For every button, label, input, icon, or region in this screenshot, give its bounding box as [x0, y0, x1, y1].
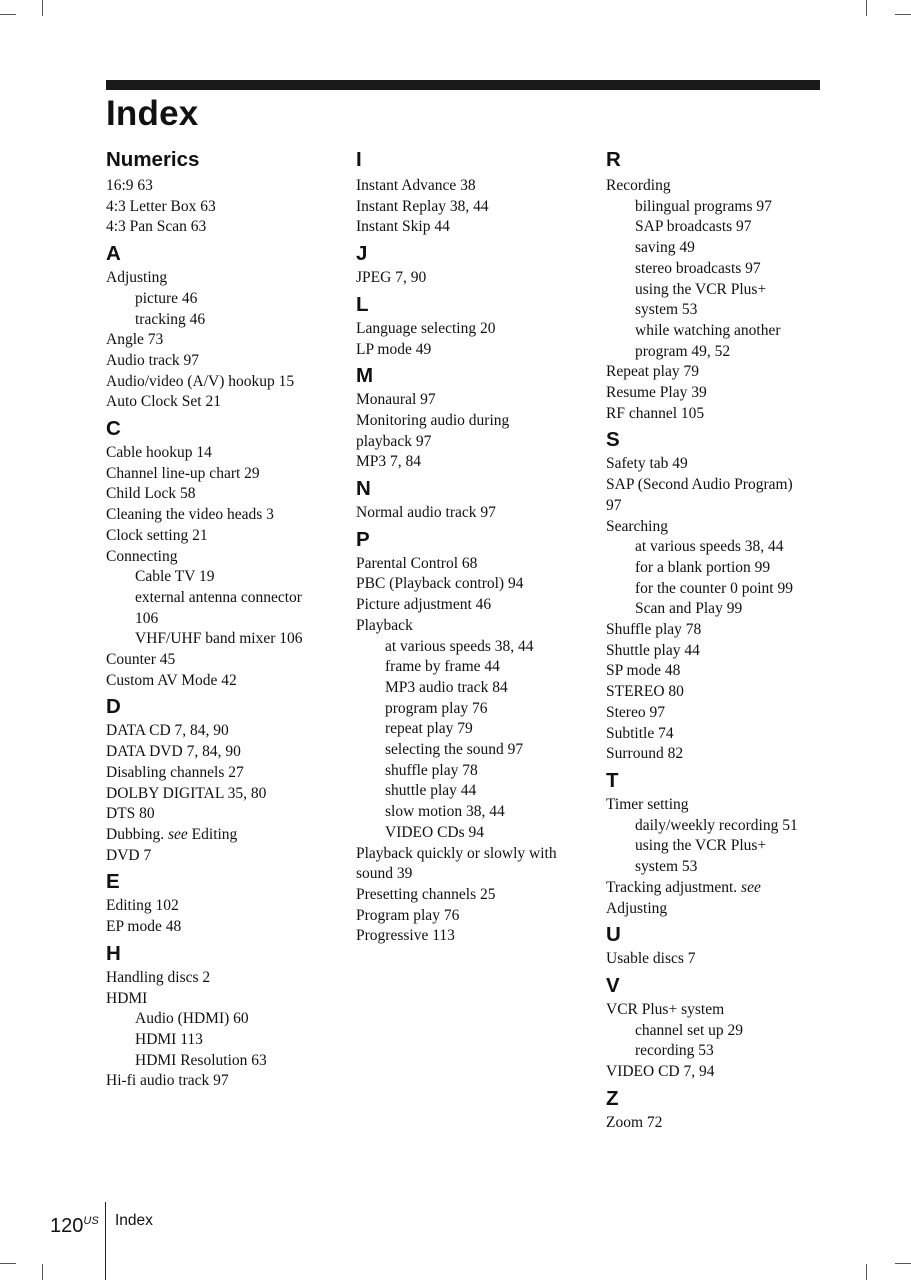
entry-text: Monitoring audio during — [356, 411, 510, 429]
entry-text: Counter 45 — [106, 651, 176, 669]
see-reference: see — [168, 825, 188, 843]
entry-text: system 53 — [635, 301, 698, 319]
index-section — [106, 691, 341, 866]
section-letter: E — [106, 870, 120, 894]
index-entry — [356, 176, 591, 197]
index-subentry — [606, 1021, 841, 1042]
entry-text: Stereo 97 — [606, 703, 665, 721]
entry-text: for the counter 0 point 99 — [635, 579, 793, 597]
crop-mark — [866, 0, 867, 16]
index-subentry — [106, 629, 341, 650]
index-entry — [106, 392, 341, 413]
entry-text: tracking 46 — [135, 310, 206, 328]
index-section — [356, 146, 591, 238]
index-section — [606, 970, 841, 1083]
entry-text: Clock setting 21 — [106, 526, 208, 544]
entry-text: VIDEO CDs 94 — [385, 823, 485, 841]
index-entry — [606, 496, 841, 517]
entry-text: at various speeds 38, 44 — [635, 538, 784, 556]
index-entry — [356, 340, 591, 361]
entry-text: MP3 audio track 84 — [385, 678, 508, 696]
entry-text: MP3 7, 84 — [356, 453, 422, 471]
index-subentry — [356, 637, 591, 658]
entry-text: playback 97 — [356, 432, 432, 450]
see-reference: see — [741, 878, 761, 896]
index-entry — [356, 319, 591, 340]
entry-text: DATA DVD 7, 84, 90 — [106, 743, 241, 761]
index-subentry — [106, 609, 341, 630]
entry-text: recording 53 — [635, 1042, 714, 1060]
entry-text: shuffle play 78 — [385, 761, 478, 779]
entry-text: DVD 7 — [106, 846, 152, 864]
index-subentry — [606, 321, 841, 342]
footer-label: Index — [115, 1212, 153, 1229]
index-entry — [106, 505, 341, 526]
entry-text: Handling discs 2 — [106, 968, 211, 986]
index-entry — [606, 795, 841, 816]
page-title: Index — [106, 94, 199, 133]
index-subentry — [606, 300, 841, 321]
index-entry — [356, 864, 591, 885]
section-letter: D — [106, 695, 121, 719]
entry-text: Instant Replay 38, 44 — [356, 197, 489, 215]
see-target: Editing — [187, 825, 238, 843]
index-entry — [606, 1113, 841, 1134]
entry-text: JPEG 7, 90 — [356, 269, 427, 287]
section-letter: J — [356, 242, 368, 266]
section-letter: T — [606, 768, 619, 792]
index-entry — [106, 825, 341, 846]
crop-mark — [895, 1263, 911, 1264]
index-subentry — [106, 588, 341, 609]
index-subentry — [106, 310, 341, 331]
index-entry — [106, 650, 341, 671]
index-entry — [356, 844, 591, 865]
entry-text: Disabling channels 27 — [106, 763, 244, 781]
index-entry — [606, 1000, 841, 1021]
index-subentry — [106, 1030, 341, 1051]
entry-text: Custom AV Mode 42 — [106, 671, 237, 689]
section-letter: N — [356, 477, 371, 501]
index-section — [106, 238, 341, 413]
index-section — [606, 919, 841, 970]
index-section — [606, 146, 841, 424]
entry-text: Monaural 97 — [356, 391, 436, 409]
entry-text: DTS 80 — [106, 805, 155, 823]
section-letter: V — [606, 973, 620, 997]
entry-text: EP mode 48 — [106, 918, 182, 936]
entry-text: bilingual programs 97 — [635, 197, 772, 215]
entry-text: LP mode 49 — [356, 340, 432, 358]
section-letter: Numerics — [106, 148, 200, 171]
entry-text: Parental Control 68 — [356, 554, 478, 572]
crop-mark — [0, 1263, 16, 1264]
entry-text: Zoom 72 — [606, 1113, 663, 1131]
index-subentry — [356, 823, 591, 844]
entry-text: frame by frame 44 — [385, 658, 500, 676]
index-entry — [106, 372, 341, 393]
entry-text: Cleaning the video heads 3 — [106, 506, 274, 524]
index-subentry — [606, 579, 841, 600]
entry-text: DATA CD 7, 84, 90 — [106, 722, 229, 740]
entry-text: daily/weekly recording 51 — [635, 816, 798, 834]
entry-text: Repeat play 79 — [606, 363, 699, 381]
index-entry — [606, 475, 841, 496]
entry-text: Timer setting — [606, 795, 689, 813]
section-letter: Z — [606, 1086, 619, 1110]
index-subentry — [356, 699, 591, 720]
index-entry — [106, 526, 341, 547]
entry-text: 16:9 63 — [106, 177, 153, 194]
entry-text: repeat play 79 — [385, 720, 473, 738]
crop-mark — [42, 1264, 43, 1280]
entry-text: Channel line-up chart 29 — [106, 464, 260, 482]
entry-text: Child Lock 58 — [106, 485, 196, 503]
crop-mark — [866, 1264, 867, 1280]
index-section — [606, 424, 841, 765]
index-column-2 — [356, 146, 591, 947]
index-entry — [356, 452, 591, 473]
index-section — [356, 524, 591, 947]
index-entry — [606, 661, 841, 682]
page-number-value: 120 — [50, 1215, 84, 1237]
entry-text: Searching — [606, 517, 668, 535]
index-entry — [106, 846, 341, 867]
entry-text: HDMI 113 — [135, 1030, 203, 1048]
index-entry — [106, 330, 341, 351]
section-letter: I — [356, 148, 362, 171]
index-entry — [606, 362, 841, 383]
index-subentry — [606, 537, 841, 558]
index-entry — [356, 595, 591, 616]
index-entry — [606, 878, 841, 899]
index-entry — [106, 742, 341, 763]
index-subentry — [106, 567, 341, 588]
index-section — [606, 765, 841, 919]
index-entry — [106, 804, 341, 825]
index-entry — [356, 411, 591, 432]
entry-text: sound 39 — [356, 865, 413, 883]
entry-text: RF channel 105 — [606, 404, 705, 422]
entry-text: HDMI Resolution 63 — [135, 1051, 267, 1069]
index-entry — [606, 703, 841, 724]
section-letter: S — [606, 428, 620, 452]
section-letter: U — [606, 923, 621, 947]
index-entry — [606, 682, 841, 703]
entry-text: SAP (Second Audio Program) — [606, 476, 793, 494]
section-letter: M — [356, 364, 374, 388]
entry-text: stereo broadcasts 97 — [635, 259, 761, 277]
index-entry — [106, 217, 341, 238]
index-entry — [106, 484, 341, 505]
entry-text: Surround 82 — [606, 745, 684, 763]
entry-text: Shuffle play 78 — [606, 621, 702, 639]
index-column-3 — [606, 146, 841, 1133]
index-section — [356, 289, 591, 360]
entry-text: external antenna connector — [135, 588, 302, 606]
index-section — [106, 866, 341, 937]
index-entry — [106, 721, 341, 742]
footer-divider — [105, 1202, 106, 1280]
index-subentry — [606, 197, 841, 218]
entry-text: Progressive 113 — [356, 927, 455, 945]
entry-text: Audio/video (A/V) hookup 15 — [106, 372, 295, 390]
entry-text: Audio track 97 — [106, 351, 199, 369]
index-section — [106, 413, 341, 691]
index-entry — [356, 574, 591, 595]
crop-mark — [42, 0, 43, 16]
index-entry — [606, 517, 841, 538]
index-entry — [606, 949, 841, 970]
entry-text: SAP broadcasts 97 — [635, 218, 752, 236]
index-subentry — [106, 289, 341, 310]
entry-text: DOLBY DIGITAL 35, 80 — [106, 784, 267, 802]
section-letter: P — [356, 527, 370, 551]
index-section — [356, 360, 591, 473]
section-letter: A — [106, 242, 121, 266]
index-entry — [356, 616, 591, 637]
index-entry — [106, 1071, 341, 1092]
index-entry — [606, 404, 841, 425]
index-entry — [106, 917, 341, 938]
entry-text: Instant Skip 44 — [356, 218, 450, 236]
index-entry — [356, 906, 591, 927]
index-entry — [356, 217, 591, 238]
entry-text: Adjusting — [106, 269, 168, 287]
entry-text: STEREO 80 — [606, 683, 684, 701]
index-entry — [606, 641, 841, 662]
index-entry — [356, 390, 591, 411]
index-section — [106, 938, 341, 1092]
entry-text: Playback quickly or slowly with — [356, 844, 557, 862]
entry-text: VHF/UHF band mixer 106 — [135, 630, 303, 648]
index-subentry — [606, 238, 841, 259]
index-entry — [106, 896, 341, 917]
entry-text: Picture adjustment 46 — [356, 596, 492, 614]
index-entry — [606, 899, 841, 920]
index-subentry — [356, 761, 591, 782]
index-subentry — [106, 1051, 341, 1072]
index-entry — [606, 383, 841, 404]
section-letter: C — [106, 417, 121, 441]
index-section — [106, 146, 341, 238]
entry-text: PBC (Playback control) 94 — [356, 575, 524, 593]
entry-text: Tracking adjustment. — [606, 878, 742, 896]
entry-text: Scan and Play 99 — [635, 600, 743, 618]
entry-text: shuttle play 44 — [385, 782, 477, 800]
entry-text: Language selecting 20 — [356, 319, 496, 337]
index-subentry — [356, 657, 591, 678]
entry-text: 106 — [135, 609, 159, 627]
index-entry — [356, 432, 591, 453]
entry-text: SP mode 48 — [606, 662, 681, 680]
index-subentry — [356, 802, 591, 823]
index-section — [356, 473, 591, 524]
index-entry — [106, 671, 341, 692]
index-subentry — [606, 217, 841, 238]
entry-text: Cable hookup 14 — [106, 444, 212, 462]
entry-text: program 49, 52 — [635, 342, 731, 360]
entry-text: for a blank portion 99 — [635, 558, 771, 576]
index-entry — [106, 268, 341, 289]
index-entry — [356, 503, 591, 524]
index-entry — [106, 547, 341, 568]
page-number — [50, 1208, 99, 1239]
entry-text: HDMI — [106, 989, 148, 1007]
section-letter: H — [106, 941, 121, 965]
index-entry — [106, 464, 341, 485]
index-entry — [606, 454, 841, 475]
entry-text: Safety tab 49 — [606, 455, 688, 473]
entry-text: slow motion 38, 44 — [385, 803, 505, 821]
entry-text: Playback — [356, 616, 413, 634]
index-subentry — [606, 280, 841, 301]
index-subentry — [606, 342, 841, 363]
entry-text: saving 49 — [635, 239, 695, 257]
entry-text: Hi-fi audio track 97 — [106, 1072, 229, 1090]
entry-text: Shuttle play 44 — [606, 641, 700, 659]
index-entry — [606, 620, 841, 641]
index-subentry — [106, 1009, 341, 1030]
index-entry — [356, 554, 591, 575]
entry-text: Resume Play 39 — [606, 384, 707, 402]
title-bar — [106, 80, 820, 90]
entry-text: VCR Plus+ system — [606, 1000, 725, 1018]
entry-text: Program play 76 — [356, 906, 460, 924]
entry-text: picture 46 — [135, 289, 198, 307]
section-letter: R — [606, 148, 621, 171]
index-subentry — [606, 259, 841, 280]
entry-text: 97 — [606, 496, 622, 514]
entry-text: Audio (HDMI) 60 — [135, 1010, 249, 1028]
entry-text: Instant Advance 38 — [356, 177, 476, 194]
entry-text: VIDEO CD 7, 94 — [606, 1063, 715, 1081]
entry-text: system 53 — [635, 858, 698, 876]
index-entry — [106, 443, 341, 464]
index-column-1 — [106, 146, 341, 1092]
entry-text: while watching another — [635, 321, 781, 339]
index-subentry — [356, 740, 591, 761]
index-entry — [106, 968, 341, 989]
entry-text: Cable TV 19 — [135, 568, 215, 586]
index-entry — [106, 176, 341, 197]
entry-text: selecting the sound 97 — [385, 741, 524, 759]
entry-text: 4:3 Letter Box 63 — [106, 197, 216, 215]
index-entry — [356, 926, 591, 947]
index-entry — [606, 744, 841, 765]
crop-mark — [895, 14, 911, 15]
entry-text: Usable discs 7 — [606, 950, 696, 968]
section-letter: L — [356, 292, 369, 316]
entry-text: at various speeds 38, 44 — [385, 637, 534, 655]
entry-text: Dubbing. — [106, 825, 168, 843]
index-section — [356, 238, 591, 289]
entry-text: Normal audio track 97 — [356, 504, 496, 522]
index-entry — [356, 885, 591, 906]
index-entry — [106, 784, 341, 805]
index-subentry — [356, 781, 591, 802]
entry-text: Editing 102 — [106, 897, 179, 915]
index-subentry — [606, 599, 841, 620]
index-entry — [106, 197, 341, 218]
page-number-region: US — [83, 1215, 99, 1227]
entry-text: using the VCR Plus+ — [635, 280, 767, 298]
entry-text: Presetting channels 25 — [356, 885, 496, 903]
entry-text: 4:3 Pan Scan 63 — [106, 218, 207, 236]
index-subentry — [606, 816, 841, 837]
index-entry — [106, 989, 341, 1010]
index-entry — [106, 763, 341, 784]
index-entry — [356, 197, 591, 218]
index-subentry — [356, 719, 591, 740]
index-entry — [356, 268, 591, 289]
entry-text: Subtitle 74 — [606, 724, 674, 742]
index-subentry — [606, 1041, 841, 1062]
index-subentry — [606, 857, 841, 878]
entry-text: using the VCR Plus+ — [635, 837, 767, 855]
index-entry — [606, 176, 841, 197]
index-subentry — [356, 678, 591, 699]
entry-text: Adjusting — [606, 899, 668, 917]
index-section — [606, 1083, 841, 1134]
index-entry — [106, 351, 341, 372]
entry-text: channel set up 29 — [635, 1021, 744, 1039]
entry-text: Connecting — [106, 547, 178, 565]
entry-text: Angle 73 — [106, 331, 164, 349]
entry-text: Recording — [606, 177, 671, 194]
entry-text: program play 76 — [385, 699, 488, 717]
index-subentry — [606, 836, 841, 857]
index-entry — [606, 1062, 841, 1083]
crop-mark — [0, 14, 16, 15]
index-entry — [606, 724, 841, 745]
index-subentry — [606, 558, 841, 579]
entry-text: Auto Clock Set 21 — [106, 393, 221, 411]
